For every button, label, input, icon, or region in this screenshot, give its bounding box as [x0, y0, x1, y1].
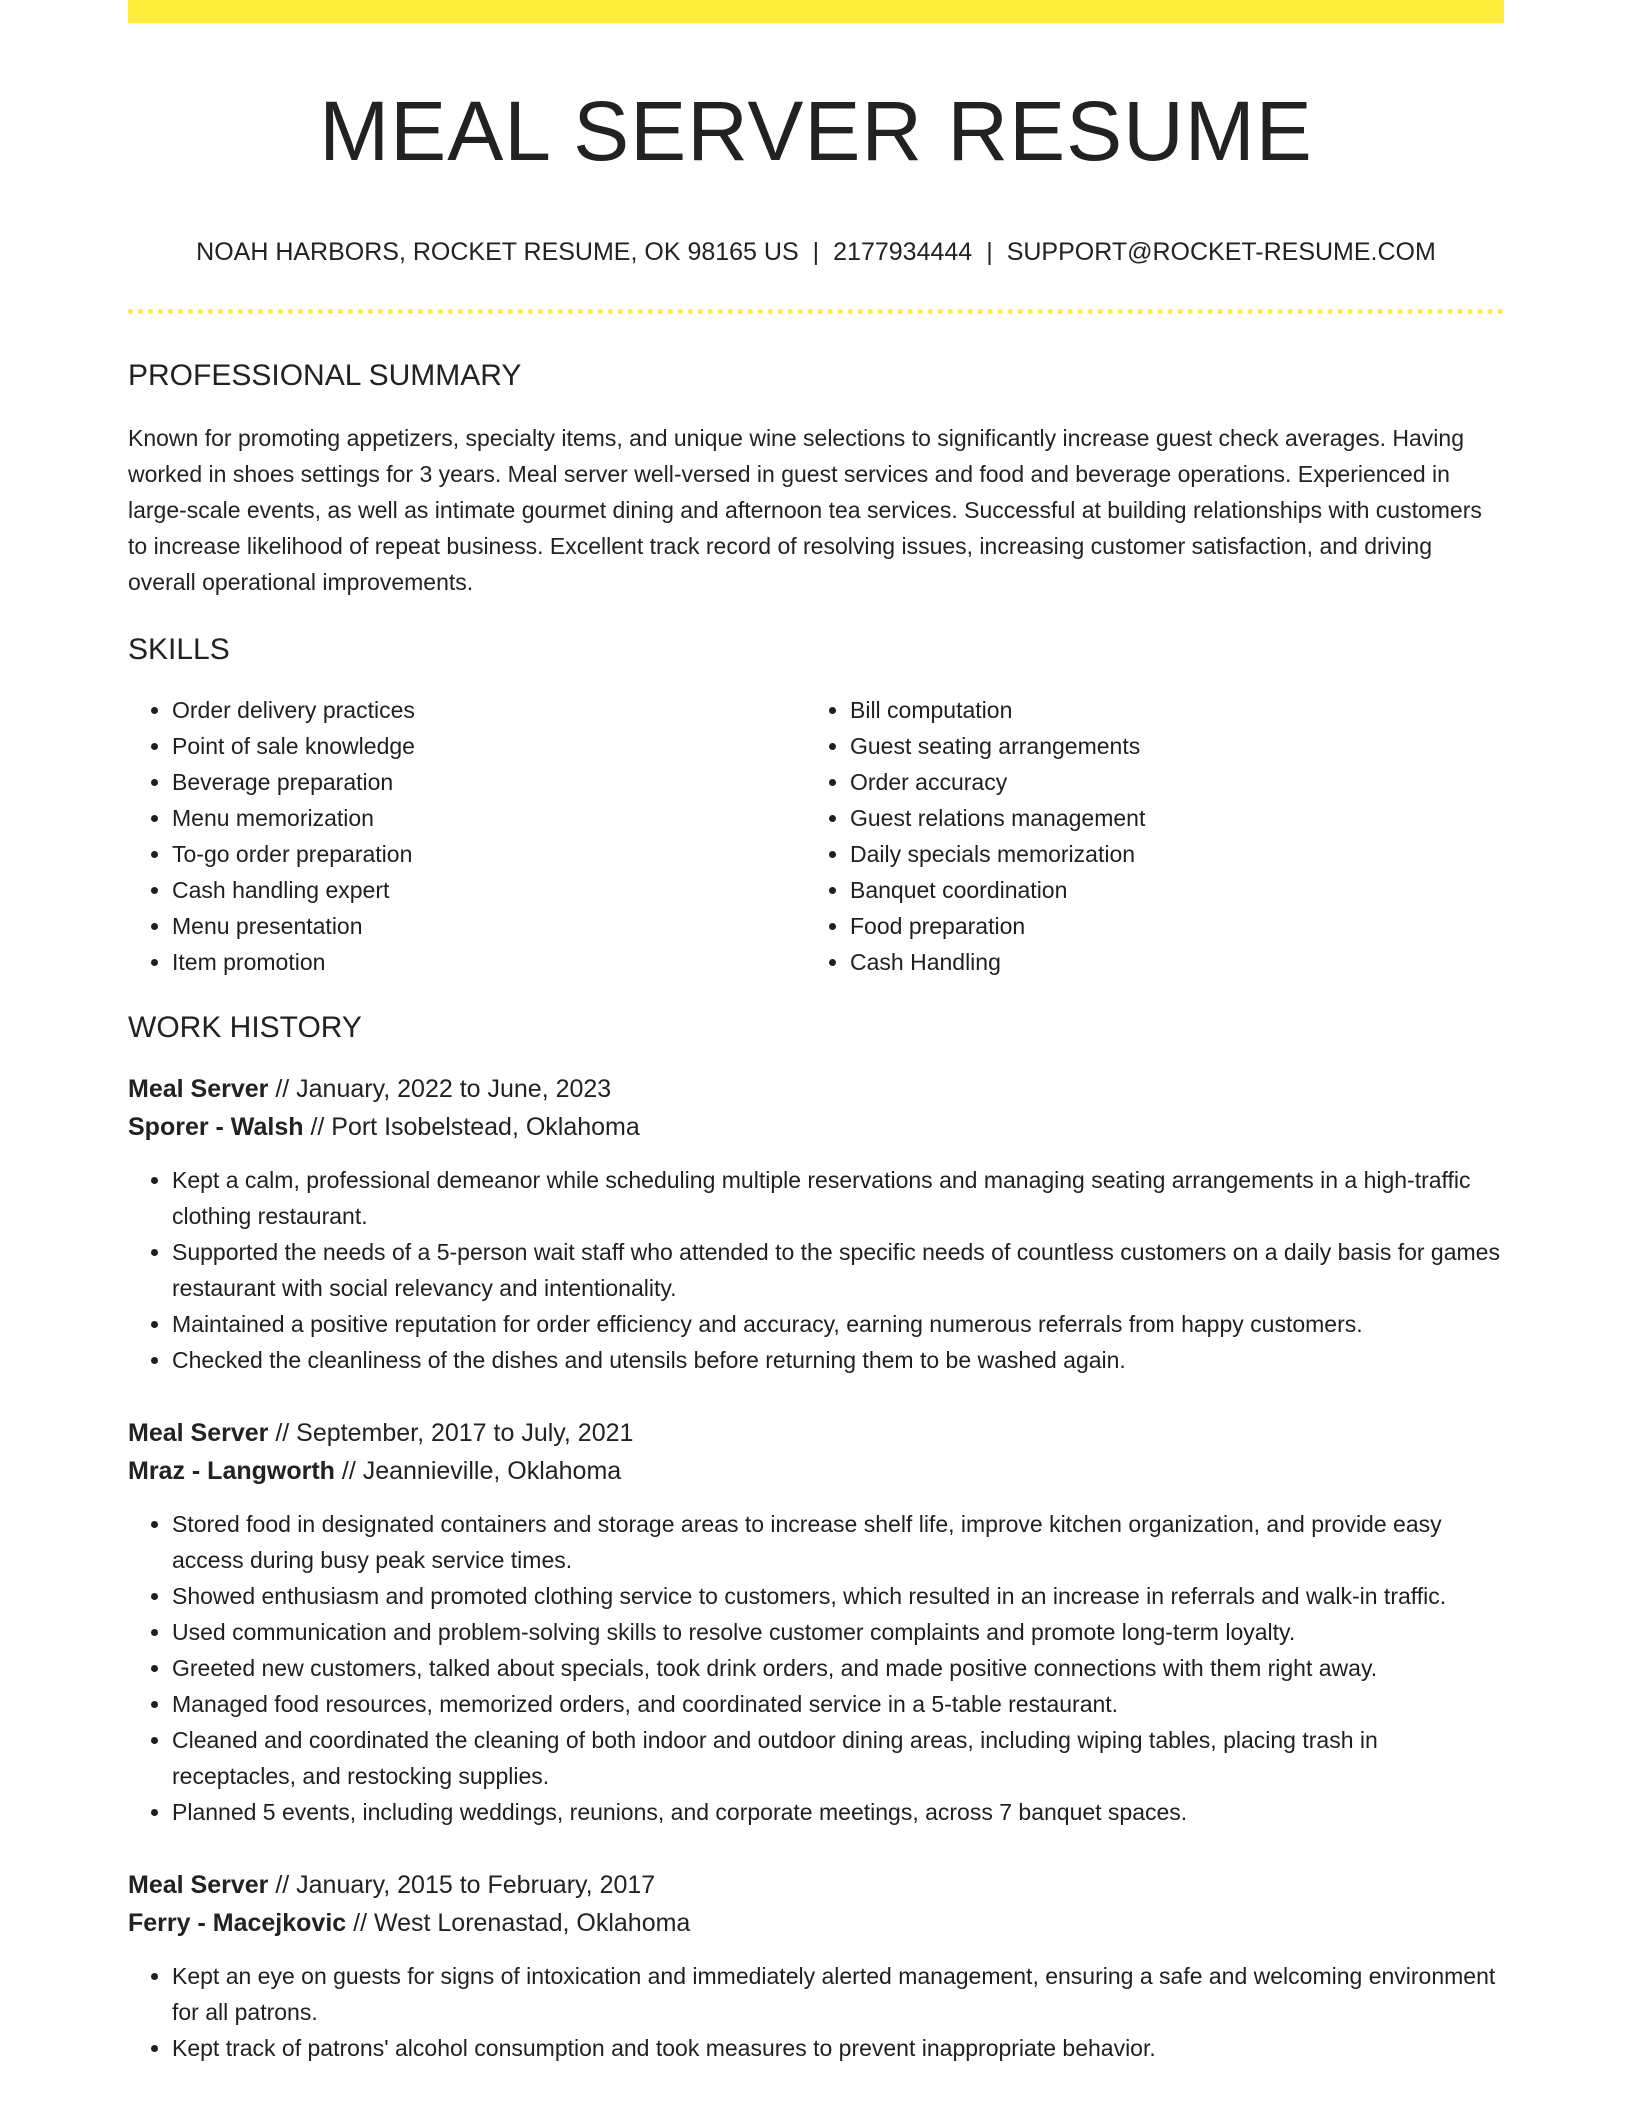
job-bullet: • Supported the needs of a 5-person wait staff who attended to the specific needs of countless customers on a daily basis for games restaurant with social relevancy and intentionality.	[172, 1234, 1504, 1306]
job-entry	[128, 1070, 1504, 1378]
dotted-divider	[128, 309, 1504, 314]
resume-page	[128, 0, 1504, 2066]
job-entry	[128, 1414, 1504, 1830]
skill-item: • Cash handling expert	[172, 872, 806, 908]
skill-item: • Guest seating arrangements	[850, 728, 1504, 764]
job-title-line	[128, 1866, 1504, 1904]
job-bullet: • Used communication and problem-solving skills to resolve customer complaints and promote long-term loyalty.	[172, 1614, 1504, 1650]
skill-item: • Beverage preparation	[172, 764, 806, 800]
skill-item: • Order delivery practices	[172, 692, 806, 728]
job-company: Sporer - Walsh	[128, 1113, 304, 1142]
contact-address: NOAH HARBORS, ROCKET RESUME, OK 98165 US	[196, 238, 799, 267]
job-bullet: • Kept a calm, professional demeanor while scheduling multiple reservations and managing seating arrangements in a high-traffic clothing restaurant.	[172, 1162, 1504, 1234]
skill-item: • Point of sale knowledge	[172, 728, 806, 764]
job-bullet: • Planned 5 events, including weddings, reunions, and corporate meetings, across 7 banquet spaces.	[172, 1794, 1504, 1830]
job-bullet-list	[128, 1162, 1504, 1378]
job-company-line	[128, 1904, 1504, 1942]
accent-top-bar	[128, 0, 1504, 23]
skill-item: • Guest relations management	[850, 800, 1504, 836]
contact-email: SUPPORT@ROCKET-RESUME.COM	[1006, 238, 1436, 267]
skills-list-right	[806, 692, 1504, 980]
skills-section	[128, 632, 1504, 980]
job-company-line	[128, 1108, 1504, 1146]
skills-heading: SKILLS	[128, 633, 230, 667]
job-title-line	[128, 1414, 1504, 1452]
job-title-line	[128, 1070, 1504, 1108]
skill-item: • To-go order preparation	[172, 836, 806, 872]
skill-item: • Menu memorization	[172, 800, 806, 836]
work-history-section	[128, 1010, 1504, 2066]
skill-item: • Cash Handling	[850, 944, 1504, 980]
skill-item: • Item promotion	[172, 944, 806, 980]
job-entry	[128, 1866, 1504, 2066]
skill-item: • Daily specials memorization	[850, 836, 1504, 872]
job-title: Meal Server	[128, 1075, 269, 1104]
skill-item: • Bill computation	[850, 692, 1504, 728]
skills-list-left	[128, 692, 806, 980]
job-bullet: • Kept an eye on guests for signs of intoxication and immediately alerted management, ensuring a safe and welcoming environment for all patrons.	[172, 1958, 1504, 2030]
job-company: Ferry - Macejkovic	[128, 1909, 347, 1938]
job-location: // Jeannieville, Oklahoma	[334, 1457, 622, 1486]
job-dates: // September, 2017 to July, 2021	[268, 1419, 634, 1448]
job-bullet: • Showed enthusiasm and promoted clothing service to customers, which resulted in an increase in referrals and walk-in traffic.	[172, 1578, 1504, 1614]
work-history-heading: WORK HISTORY	[128, 1011, 362, 1045]
summary-heading: PROFESSIONAL SUMMARY	[128, 359, 522, 393]
job-bullet: • Stored food in designated containers and storage areas to increase shelf life, improve kitchen organization, and provide easy access during busy peak service times.	[172, 1506, 1504, 1578]
contact-line	[128, 237, 1504, 267]
skill-item: • Menu presentation	[172, 908, 806, 944]
job-bullet: • Cleaned and coordinated the cleaning of both indoor and outdoor dining areas, including wiping tables, placing trash in receptacles, and restocking supplies.	[172, 1722, 1504, 1794]
skill-item: • Banquet coordination	[850, 872, 1504, 908]
job-title: Meal Server	[128, 1871, 269, 1900]
job-bullet: • Managed food resources, memorized orders, and coordinated service in a 5-table restaurant.	[172, 1686, 1504, 1722]
job-bullet: • Greeted new customers, talked about specials, took drink orders, and made positive connections with them right away.	[172, 1650, 1504, 1686]
job-bullet-list	[128, 1506, 1504, 1830]
job-bullet: • Kept track of patrons' alcohol consumption and took measures to prevent inappropriate behavior.	[172, 2030, 1504, 2066]
job-bullet-list	[128, 1958, 1504, 2066]
contact-separator: |	[986, 238, 993, 267]
summary-text: Known for promoting appetizers, specialty items, and unique wine selections to significantly increase guest check averages. Having worked in shoes settings for 3 years. Meal server well-versed in guest services and food and beverage operations. Experienced in large-scale events, as well as intimate gourmet dining and afternoon tea services. Successful at building relationships with customers to increase likelihood of repeat business. Excellent track record of resolving issues, increasing customer satisfaction, and driving overall operational improvements.	[128, 425, 1482, 596]
resume-title: MEAL SERVER RESUME	[319, 84, 1313, 178]
job-title: Meal Server	[128, 1419, 269, 1448]
summary-section	[128, 358, 1504, 600]
job-bullet: • Checked the cleanliness of the dishes and utensils before returning them to be washed again.	[172, 1342, 1504, 1378]
job-location: // Port Isobelstead, Oklahoma	[303, 1113, 640, 1142]
job-bullet: • Maintained a positive reputation for order efficiency and accuracy, earning numerous referrals from happy customers.	[172, 1306, 1504, 1342]
contact-separator: |	[812, 238, 820, 267]
job-company: Mraz - Langworth	[128, 1457, 335, 1486]
contact-phone: 2177934444	[833, 238, 973, 267]
job-dates: // January, 2022 to June, 2023	[268, 1075, 612, 1104]
skill-item: • Food preparation	[850, 908, 1504, 944]
skills-columns	[128, 692, 1504, 980]
skill-item: • Order accuracy	[850, 764, 1504, 800]
job-dates: // January, 2015 to February, 2017	[268, 1871, 656, 1900]
job-company-line	[128, 1452, 1504, 1490]
job-location: // West Lorenastad, Oklahoma	[346, 1909, 691, 1938]
